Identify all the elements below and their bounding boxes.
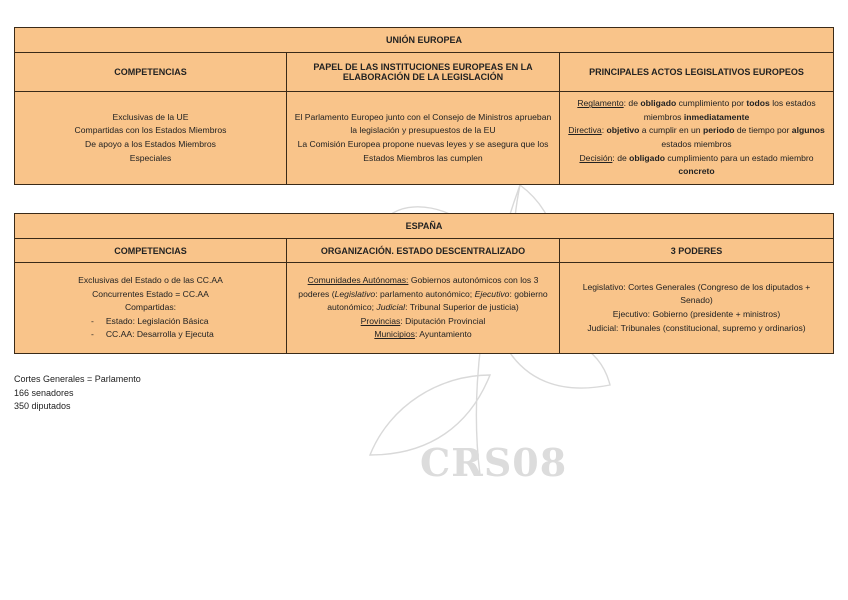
bold-text: todos xyxy=(746,98,770,109)
text: : de xyxy=(623,98,641,109)
text: cumplimiento para un estado miembro xyxy=(664,152,814,163)
text: : Tribunal Superior de justicia) xyxy=(405,302,519,313)
bold-text: inmediatamente xyxy=(683,111,750,122)
ue-papel-cell xyxy=(287,92,560,185)
text: : Ayuntamiento xyxy=(414,329,472,340)
term: Municipios xyxy=(374,329,415,340)
note-line: 350 diputados xyxy=(14,401,71,411)
ue-header-competencias: COMPETENCIAS xyxy=(15,53,287,92)
text: : xyxy=(601,125,607,136)
acto-directiva xyxy=(566,124,827,151)
acto-reglamento xyxy=(566,97,827,124)
ue-competencia-item: De apoyo a los Estados Miembros xyxy=(85,139,216,149)
text: : de xyxy=(612,152,630,163)
org-comunidades xyxy=(293,274,553,315)
dash-item-text: CC.AA: Desarrolla y Ejecuta xyxy=(105,329,214,340)
ue-competencia-item: Especiales xyxy=(129,152,172,163)
es-competencia-line: Compartidas: xyxy=(124,302,177,313)
text: cumplimiento por xyxy=(676,98,747,109)
bold-text: periodo xyxy=(702,125,735,136)
acto-decision xyxy=(566,152,827,179)
italic-text: Ejecutivo xyxy=(474,288,510,299)
text: : Diputación Provincial xyxy=(400,315,486,326)
es-header-organizacion: ORGANIZACIÓN. ESTADO DESCENTRALIZADO xyxy=(287,239,560,263)
term: Decisión xyxy=(579,152,613,163)
text: estados miembros xyxy=(661,139,732,149)
ue-title: UNIÓN EUROPEA xyxy=(15,28,834,53)
es-competencias-cell xyxy=(15,263,287,354)
text: Gobiernos autonómicos con los 3 poderes ( xyxy=(298,275,539,299)
note-line: Cortes Generales = Parlamento xyxy=(14,374,141,384)
italic-text: Judicial xyxy=(376,302,406,313)
term: Reglamento xyxy=(577,98,624,109)
ue-table xyxy=(14,27,834,185)
es-poderes-cell xyxy=(560,263,834,354)
poder-judicial: Judicial: Tribunales (constitucional, supremo y ordinarios) xyxy=(587,322,806,333)
bold-text: obligado xyxy=(640,98,677,109)
text: los estados miembros xyxy=(643,98,816,122)
text: : parlamento autonómico; xyxy=(375,288,475,299)
org-municipios xyxy=(293,328,553,342)
note-line: 166 senadores xyxy=(14,387,74,398)
es-competencia-dash-item: - CC.AA: Desarrolla y Ejecuta xyxy=(91,329,214,340)
ue-papel-comision: La Comisión Europea propone nuevas leyes y se asegura que los Estados Miembros las cumplen xyxy=(297,139,549,163)
term: Provincias xyxy=(360,315,401,326)
poder-legislativo: Legislativo: Cortes Generales (Congreso de los diputados + Senado) xyxy=(582,281,811,306)
ue-competencias-cell xyxy=(15,92,287,185)
bold-text: concreto xyxy=(678,166,715,177)
dash-item-text: Estado: Legislación Básica xyxy=(105,315,209,326)
es-header-competencias: COMPETENCIAS xyxy=(15,239,287,263)
es-table xyxy=(14,213,834,354)
ue-papel-parlamento: El Parlamento Europeo junto con el Consejo de Ministros aprueban la legislación y presupuestos de la EU xyxy=(294,111,552,136)
ue-actos-cell xyxy=(560,92,834,185)
bold-text: algunos xyxy=(791,125,825,136)
es-competencia-line: Concurrentes Estado = CC.AA xyxy=(92,288,209,299)
es-competencia-line: Exclusivas del Estado o de las CC.AA xyxy=(78,275,223,286)
watermark-text: CRS08 xyxy=(420,440,568,485)
org-provincias xyxy=(293,315,553,329)
es-header-poderes: 3 PODERES xyxy=(560,239,834,263)
text: : gobierno autonómico; xyxy=(327,288,548,313)
italic-text: Legislativo xyxy=(334,288,376,299)
poder-ejecutivo: Ejecutivo: Gobierno (presidente + ministros) xyxy=(612,309,781,319)
es-title: ESPAÑA xyxy=(15,214,834,239)
ue-header-papel: PAPEL DE LAS INSTITUCIONES EUROPEAS EN LA ELABORACIÓN DE LA LEGISLACIÓN xyxy=(287,53,560,92)
ue-competencia-item: Exclusivas de la UE xyxy=(112,111,189,122)
es-organizacion-cell xyxy=(287,263,560,354)
text: de tiempo por xyxy=(734,125,792,136)
ue-header-actos: PRINCIPALES ACTOS LEGISLATIVOS EUROPEOS xyxy=(560,53,834,92)
bold-text: obligado xyxy=(629,152,665,163)
term: Comunidades Autónomas: xyxy=(307,275,409,286)
bold-text: objetivo xyxy=(606,125,640,136)
term: Directiva xyxy=(568,125,602,136)
text: a cumplir en un xyxy=(639,125,703,136)
notes xyxy=(14,373,141,414)
ue-competencia-item: Compartidas con los Estados Miembros xyxy=(74,125,227,136)
es-competencia-dash-item: - Estado: Legislación Básica xyxy=(91,315,209,326)
